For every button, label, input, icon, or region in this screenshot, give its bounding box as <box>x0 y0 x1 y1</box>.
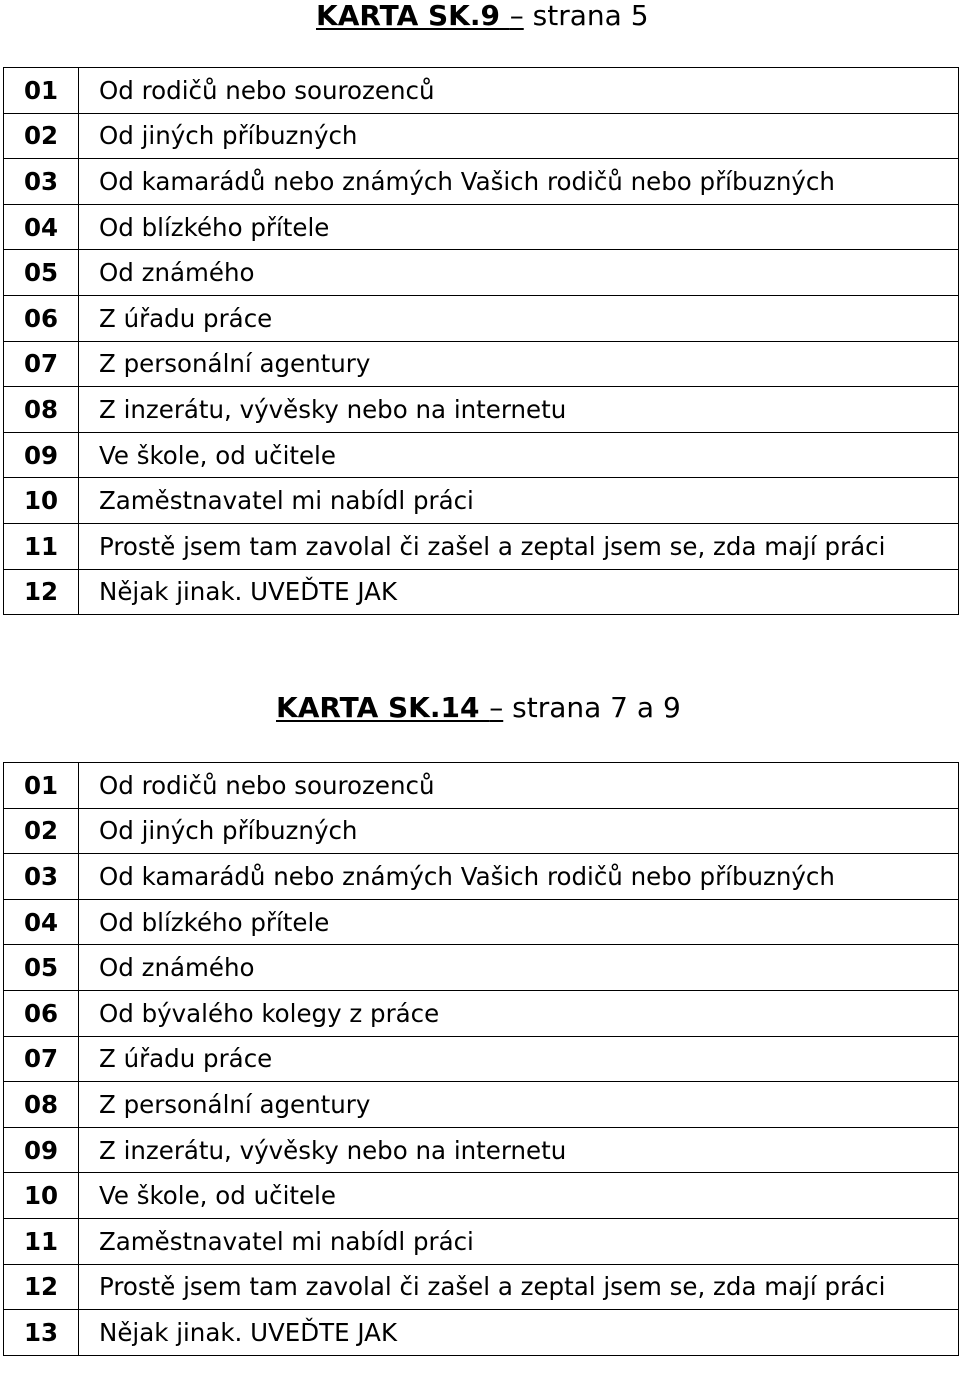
row-text: Od bývalého kolegy z práce <box>79 990 959 1036</box>
table-row <box>4 990 959 1036</box>
table-row <box>4 341 959 387</box>
table-row <box>4 854 959 900</box>
section-title-sk14 <box>276 692 681 724</box>
title-dash: – <box>489 691 504 724</box>
table-row <box>4 250 959 296</box>
row-code: 01 <box>4 68 79 114</box>
table-row <box>4 1036 959 1082</box>
row-code: 08 <box>4 387 79 433</box>
row-text: Od známého <box>79 250 959 296</box>
row-text: Zaměstnavatel mi nabídl práci <box>79 1218 959 1264</box>
row-code: 10 <box>4 1173 79 1219</box>
row-code: 11 <box>4 1218 79 1264</box>
row-code: 03 <box>4 854 79 900</box>
row-text: Od známého <box>79 945 959 991</box>
row-text: Z úřadu práce <box>79 295 959 341</box>
row-code: 07 <box>4 341 79 387</box>
table-row <box>4 1173 959 1219</box>
row-text: Z inzerátu, vývěsky nebo na internetu <box>79 1127 959 1173</box>
table-row <box>4 295 959 341</box>
row-code: 09 <box>4 432 79 478</box>
table-row <box>4 204 959 250</box>
table-row <box>4 569 959 615</box>
row-text: Nějak jinak. UVEĎTE JAK <box>79 569 959 615</box>
table-row <box>4 159 959 205</box>
row-text: Od rodičů nebo sourozenců <box>79 763 959 809</box>
row-code: 12 <box>4 1264 79 1310</box>
row-code: 08 <box>4 1082 79 1128</box>
code-table-sk14 <box>3 762 959 1356</box>
table-row <box>4 432 959 478</box>
table-row <box>4 1264 959 1310</box>
row-code: 04 <box>4 204 79 250</box>
card-label: KARTA SK.9 <box>316 0 510 32</box>
row-code: 05 <box>4 250 79 296</box>
row-text: Od kamarádů nebo známých Vašich rodičů nebo příbuzných <box>79 854 959 900</box>
table-row <box>4 523 959 569</box>
title-dash: – <box>509 0 524 32</box>
table-row <box>4 1218 959 1264</box>
row-code: 05 <box>4 945 79 991</box>
row-code: 11 <box>4 523 79 569</box>
table-row <box>4 478 959 524</box>
row-text: Prostě jsem tam zavolal či zašel a zeptal jsem se, zda mají práci <box>79 1264 959 1310</box>
row-text: Od kamarádů nebo známých Vašich rodičů nebo příbuzných <box>79 159 959 205</box>
table-row <box>4 899 959 945</box>
section-title-sk9 <box>316 0 649 32</box>
table-row <box>4 763 959 809</box>
row-text: Od jiných příbuzných <box>79 808 959 854</box>
code-table-sk9 <box>3 67 959 615</box>
row-text: Ve škole, od učitele <box>79 1173 959 1219</box>
table-row <box>4 113 959 159</box>
table-row <box>4 1127 959 1173</box>
row-text: Z úřadu práce <box>79 1036 959 1082</box>
row-code: 02 <box>4 808 79 854</box>
table-row <box>4 1310 959 1356</box>
row-text: Od jiných příbuzných <box>79 113 959 159</box>
table-row <box>4 945 959 991</box>
row-text: Z personální agentury <box>79 341 959 387</box>
row-code: 06 <box>4 990 79 1036</box>
row-text: Od blízkého přítele <box>79 204 959 250</box>
row-code: 09 <box>4 1127 79 1173</box>
row-code: 12 <box>4 569 79 615</box>
card-label: KARTA SK.14 <box>276 691 490 724</box>
row-text: Nějak jinak. UVEĎTE JAK <box>79 1310 959 1356</box>
row-code: 07 <box>4 1036 79 1082</box>
row-code: 13 <box>4 1310 79 1356</box>
row-code: 04 <box>4 899 79 945</box>
row-code: 06 <box>4 295 79 341</box>
row-code: 10 <box>4 478 79 524</box>
table-row <box>4 387 959 433</box>
page-label: strana 5 <box>523 0 649 32</box>
table-row <box>4 1082 959 1128</box>
row-text: Od blízkého přítele <box>79 899 959 945</box>
page-label: strana 7 a 9 <box>503 691 681 724</box>
table-row <box>4 808 959 854</box>
table-row <box>4 68 959 114</box>
row-code: 02 <box>4 113 79 159</box>
row-code: 01 <box>4 763 79 809</box>
row-text: Ve škole, od učitele <box>79 432 959 478</box>
row-code: 03 <box>4 159 79 205</box>
row-text: Prostě jsem tam zavolal či zašel a zeptal jsem se, zda mají práci <box>79 523 959 569</box>
row-text: Z inzerátu, vývěsky nebo na internetu <box>79 387 959 433</box>
row-text: Z personální agentury <box>79 1082 959 1128</box>
row-text: Od rodičů nebo sourozenců <box>79 68 959 114</box>
row-text: Zaměstnavatel mi nabídl práci <box>79 478 959 524</box>
